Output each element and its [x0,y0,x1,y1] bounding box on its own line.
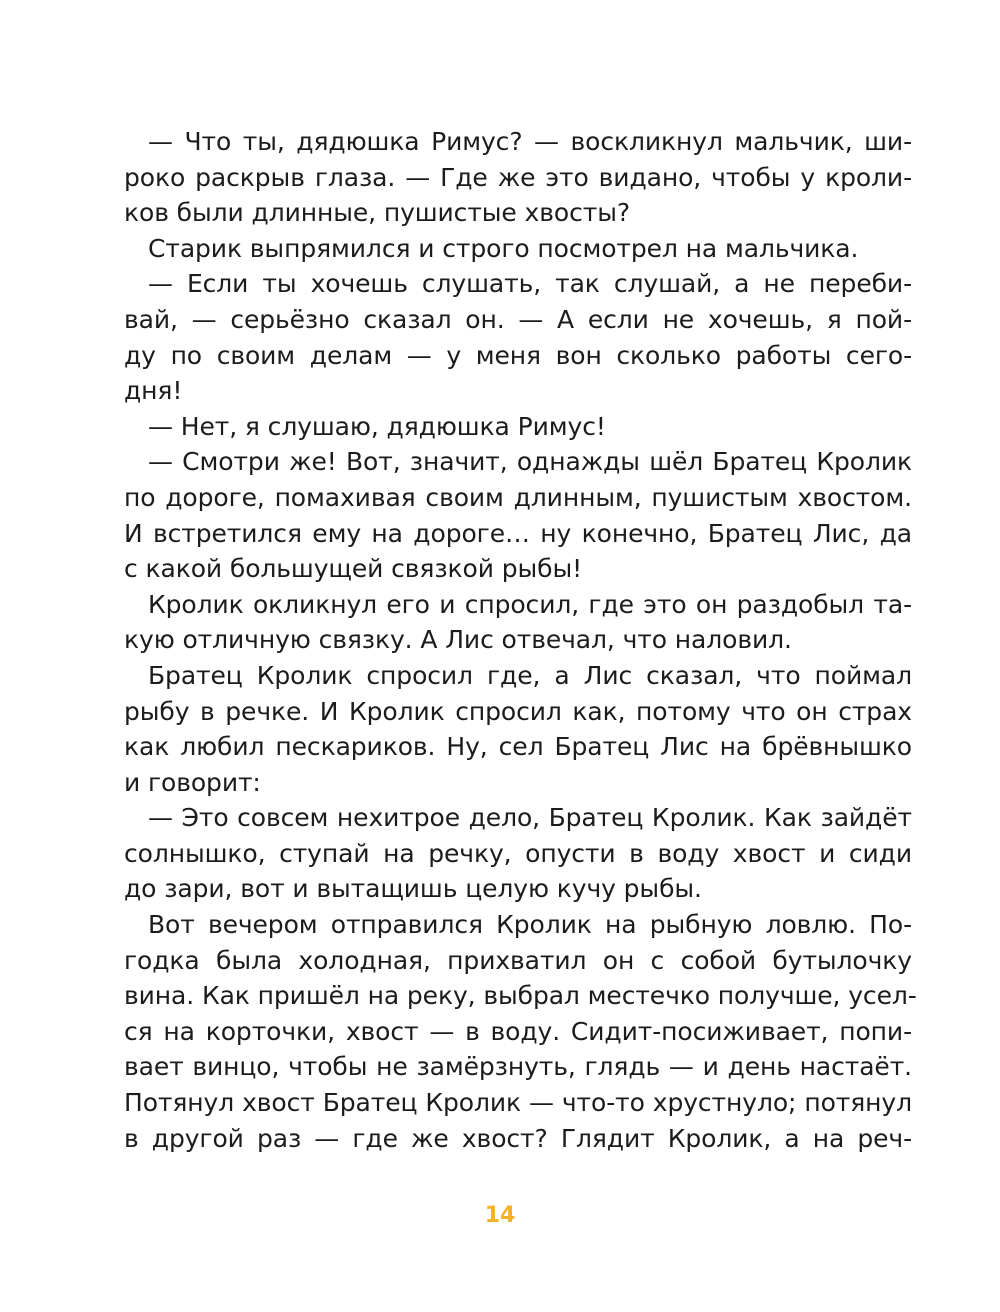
text-line: — Нет, я слушаю, дядюшка Римус! [148,411,606,441]
text-line: кую отличную связку. А Лис отвечал, что наловил. [124,625,792,655]
text-line: Кролик окликнул его и спросил, где это он раздобыл та- [148,589,912,619]
text-line: и говорит: [124,767,261,797]
text-line: Братец Кролик спросил где, а Лис сказал, что поймал [148,660,912,690]
text-line: — Если ты хочешь слушать, так слушай, а не переби- [148,269,912,299]
text-line: с какой большущей связкой рыбы! [124,554,583,584]
text-line: ся на корточки, хвост — в воду. Сидит-посиживает, попи- [124,1016,912,1046]
text-line: ков были длинные, пушистые хвосты? [124,198,630,228]
text-line: до зари, вот и вытащишь целую кучу рыбы. [124,874,702,904]
text-line: роко раскрыв глаза. — Где же это видано, чтобы у кроли- [124,162,912,192]
text-line: вина. Как пришёл на реку, выбрал местечко получше, усел- [124,981,917,1011]
text-line: вает винцо, чтобы не замёрзнуть, глядь — и день настаёт. [124,1052,912,1082]
text-line: в другой раз — где же хвост? Глядит Кролик, а на реч- [124,1123,912,1153]
text-line: рыбу в речке. И Кролик спросил как, потому что он страх [124,696,912,726]
body-text [124,124,917,1156]
text-line: Старик выпрямился и строго посмотрел на мальчика. [148,233,859,263]
text-line: И встретился ему на дороге… ну конечно, Братец Лис, да [124,518,912,548]
text-line: годка была холодная, прихватил он с собой бутылочку [124,945,912,975]
text-line: ду по своим делам — у меня вон сколько работы сего- [124,340,912,370]
text-line: — Что ты, дядюшка Римус? — воскликнул мальчик, ши- [148,127,912,156]
text-line: — Смотри же! Вот, значит, однажды шёл Братец Кролик [148,447,912,477]
text-line: дня! [124,376,183,406]
text-line: по дороге, помахивая своим длинным, пушистым хвостом. [124,482,912,512]
page-number: 14 [484,1203,516,1228]
text-line: вай, — серьёзно сказал он. — А если не хочешь, я пой- [124,304,912,334]
text-line: солнышко, ступай на речку, опусти в воду хвост и сиди [124,838,912,868]
text-line: Вот вечером отправился Кролик на рыбную ловлю. По- [148,910,912,940]
text-line: Потянул хвост Братец Кролик — что-то хрустнуло; потянул [124,1088,912,1118]
text-line: как любил пескариков. Ну, сел Братец Лис на брёвнышко [124,732,912,762]
text-line: — Это совсем нехитрое дело, Братец Кролик. Как зайдёт [148,803,912,833]
